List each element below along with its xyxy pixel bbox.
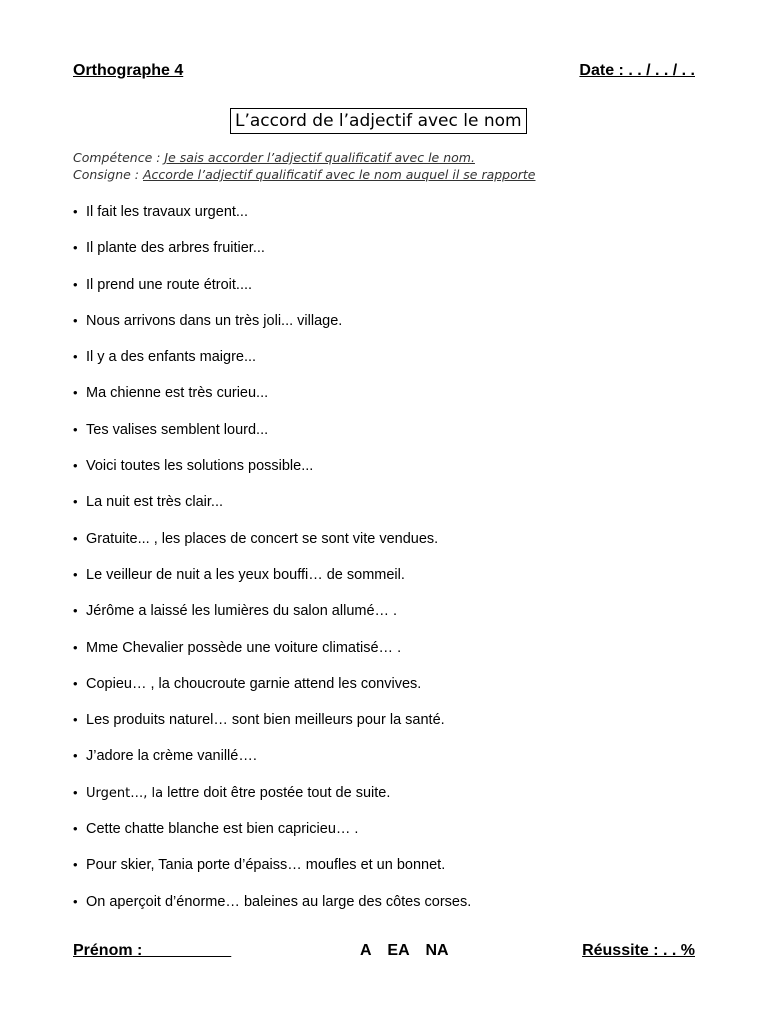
exercise-item: [73, 782, 713, 818]
exercise-item: [73, 455, 713, 491]
bullet-icon: •: [73, 312, 78, 328]
exercise-item: [73, 346, 713, 382]
exercise-text: Mme Chevalier possède une voiture climatisé… .: [86, 639, 402, 656]
bullet-icon: •: [73, 566, 78, 582]
bullet-icon: •: [73, 458, 78, 474]
subject-title: Orthographe 4: [73, 62, 184, 79]
exercise-item: [73, 274, 713, 310]
exercise-item: [73, 419, 713, 455]
competence-line: [73, 149, 693, 166]
bullet-icon: •: [73, 712, 78, 728]
bullet-icon: •: [73, 421, 78, 437]
bullet-icon: •: [73, 494, 78, 510]
exercise-item: [73, 491, 713, 527]
exercise-text: Voici toutes les solutions possible...: [86, 458, 314, 475]
exercise-item: [73, 745, 713, 781]
bullet-icon: •: [73, 748, 78, 764]
exercise-list: [73, 201, 713, 927]
consigne-value: Accorde l’adjectif qualificatif avec le nom auquel il se rapporte: [143, 167, 536, 182]
bullet-icon: •: [73, 821, 78, 837]
exercise-text: Nous arrivons dans un très joli... village.: [86, 312, 343, 329]
exercise-text: On aperçoit d’énorme… baleines au large des côtes corses.: [86, 893, 472, 910]
bullet-icon: •: [73, 857, 78, 873]
exercise-item: [73, 818, 713, 854]
exercise-text: Les produits naturel… sont bien meilleurs pour la santé.: [86, 712, 445, 729]
date-field: Date : . . / . . / . .: [579, 62, 695, 79]
exercise-text: Jérôme a laissé les lumières du salon allumé… .: [86, 603, 398, 620]
exercise-text: Il fait les travaux urgent...: [86, 204, 248, 220]
exercise-item: [73, 891, 713, 927]
bullet-icon: •: [73, 639, 78, 655]
exercise-item: [73, 310, 713, 346]
bullet-icon: •: [73, 893, 78, 909]
exercise-text: Le veilleur de nuit a les yeux bouffi… de sommeil.: [86, 566, 405, 583]
exercise-text: J’adore la crème vanillé….: [86, 748, 257, 765]
exercise-text: Ma chienne est très curieu...: [86, 385, 269, 402]
exercise-item: [73, 637, 713, 673]
reussite-field: Réussite : . . %: [582, 942, 695, 959]
competence-label: Compétence :: [73, 150, 165, 165]
consigne-line: [73, 166, 693, 183]
exercise-text: Il plante des arbres fruitier...: [86, 240, 265, 257]
exercise-item: [73, 201, 713, 237]
instructions-block: [73, 149, 693, 183]
exercise-text: Pour skier, Tania porte d’épaiss… moufles et un bonnet.: [86, 857, 446, 874]
exercise-text: Gratuite... , les places de concert se sont vite vendues.: [86, 530, 439, 547]
exercise-text: Il y a des enfants maigre...: [86, 349, 257, 366]
bullet-icon: •: [73, 349, 78, 365]
bullet-icon: •: [73, 530, 78, 546]
bullet-icon: •: [73, 240, 78, 256]
exercise-text-alt: Urgent…, la: [86, 785, 164, 801]
exercise-text: Il prend une route étroit....: [86, 276, 253, 293]
exercise-text: Copieu… , la choucroute garnie attend les convives.: [86, 675, 422, 692]
exercise-text: La nuit est très clair...: [86, 494, 224, 511]
competence-value: Je sais accorder l’adjectif qualificatif avec le nom.: [164, 150, 475, 165]
exercise-item: [73, 709, 713, 745]
exercise-item: [73, 673, 713, 709]
exercise-text: Tes valises semblent lourd...: [86, 421, 269, 438]
exercise-text: Cette chatte blanche est bien capricieu… .: [86, 821, 359, 838]
bullet-icon: •: [73, 675, 78, 691]
bullet-icon: •: [73, 784, 78, 800]
consigne-label: Consigne :: [73, 167, 143, 182]
prenom-field: Prénom :: [73, 942, 232, 959]
bullet-icon: •: [73, 603, 78, 619]
exercise-item: [73, 237, 713, 273]
exercise-item: [73, 600, 713, 636]
bullet-icon: •: [73, 204, 78, 219]
grade-scale: A EA NA: [360, 942, 449, 959]
bullet-icon: •: [73, 276, 78, 292]
exercise-text: lettre doit être postée tout de suite.: [163, 784, 391, 801]
exercise-item: [73, 854, 713, 890]
bullet-icon: •: [73, 385, 78, 401]
exercise-item: [73, 528, 713, 564]
exercise-item: [73, 382, 713, 418]
lesson-title: L’accord de l’adjectif avec le nom: [230, 108, 527, 134]
exercise-item: [73, 564, 713, 600]
